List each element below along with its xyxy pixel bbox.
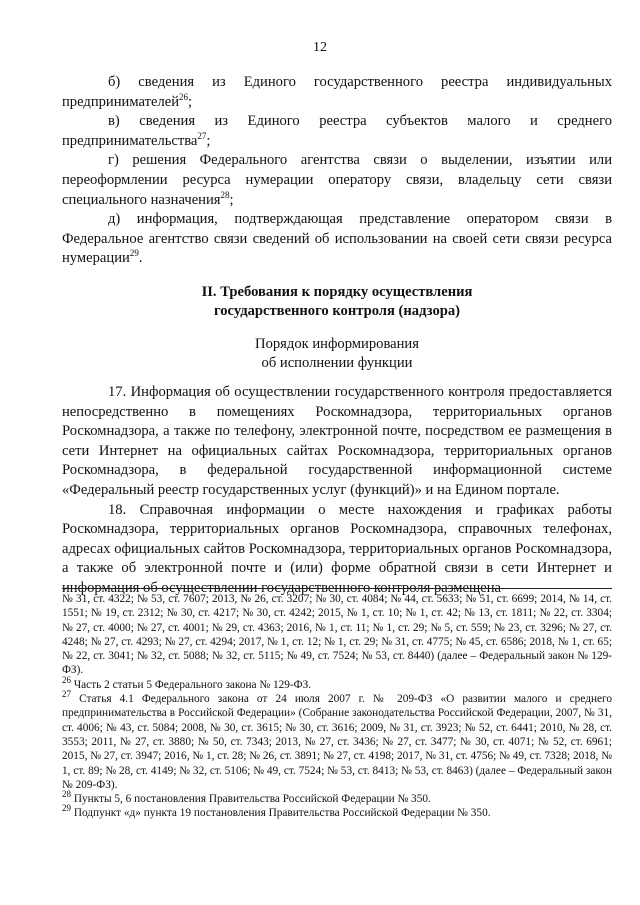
paragraph-18: 18. Справочная информации о месте нахождения и графиках работы Роскомнадзора, территориальных органов Роскомнадзора, справочных телефонах, адресах официальных сайтов Роскомнадзора, территориальных органов Роскомнадзора, а также об электронной почте и (или) форме обратной связи в сети Интернет и информация об осуществлении государственного контроля размещена	[62, 501, 612, 596]
subheading-line: об исполнении функции	[261, 354, 413, 371]
section-heading	[62, 283, 612, 321]
list-item: д) информация, подтверждающая представление оператором связи в Федеральное агентство связи сведений об использовании на своей сети связи ресурса нумерации$^{29}$.	[62, 211, 612, 267]
section-heading-line: государственного контроля (надзора)	[213, 302, 461, 319]
subheading-line: Порядок информирования	[255, 335, 419, 352]
footnote-ref[interactable]: 27	[197, 130, 207, 141]
subheading	[62, 335, 612, 373]
footnote: $^{27}$ Статья 4.1 Федерального закона от 24 июля 2007 г. № 209-ФЗ «О развитии малого и среднего предпринимательства в Российской Федерации» (Собрание законодательства Российской Федерации, 2007, № 31, ст. 4006; № 43, ст. 5084; 2008, № 30, ст. 3615; № 30, ст. 3616; 2009, № 31, ст. 3923; № 52, ст. 6441; 2010, № 28, ст. 3553; 2011, № 27, ст. 3880; № 50, ст. 7343; 2013, № 27, ст. 3436; № 27, ст. 3477; № 30, ст. 4071; № 52, ст. 6961; 2015, № 27, ст. 3947; 2016, № 1, ст. 28; № 26, ст. 3891; № 27, ст. 4198; 2017, № 31, ст. 4756; № 49, ст. 7328; 2018, № 1, ст. 89; № 28, ст. 4149; № 32, ст. 5106; № 49, ст. 7524; № 53, ст. 8413; № 53, ст. 8463) (далее – Федеральный закон № 209-ФЗ).	[62, 689, 612, 791]
list-item: г) решения Федерального агентства связи о выделении, изъятии или переоформлении ресурса нумерации оператору связи, владельцу сети связи специального назначения$^{28}$;	[62, 152, 612, 208]
footnote-number: 28	[62, 789, 71, 800]
footnote-number: 26	[62, 675, 71, 686]
footnote-ref[interactable]: 29	[129, 248, 139, 259]
list-item: в) сведения из Единого реестра субъектов малого и среднего предпринимательства$^{27}$;	[62, 113, 612, 149]
footnote-separator	[62, 588, 612, 589]
footnote-continuation: № 31, ст. 4322; № 53, ст. 7607; 2013, № 26, ст. 3207; № 30, ст. 4084; № 44, ст. 5633; № 51, ст. 6699; 2014, № 14, ст. 1551; № 19, ст. 2312; № 30, ст. 4217; № 30, ст. 4242; 2015, № 1, ст. 10; № 1, ст. 42; № 13, ст. 1811; № 22, ст. 3304; № 27, ст. 4000; № 27, ст. 4001; № 29, ст. 4363; 2016, № 1, ст. 11; № 1, ст. 29; № 5, ст. 559; № 23, ст. 3296; № 27, ст. 4248; № 27, ст. 4293; № 27, ст. 4294; 2017, № 1, ст. 12; № 1, ст. 29; № 31, ст. 4775; № 45, ст. 6586; 2018, № 1, ст. 65; № 22, ст. 3041; № 32, ст. 5088; № 32, ст. 5115; № 49, ст. 7524; № 53, ст. 8440) (далее – Федеральный закон № 129-ФЗ).	[62, 593, 612, 677]
footnote-ref[interactable]: 28	[220, 189, 230, 200]
footnote-ref[interactable]: 26	[179, 91, 189, 102]
footnote: $^{29}$ Подпункт «д» пункта 19 постановления Правительства Российской Федерации № 350.	[62, 803, 491, 820]
footnote: $^{28}$ Пункты 5, 6 постановления Правительства Российской Федерации № 350.	[62, 789, 431, 806]
footnote-number: 27	[62, 689, 71, 700]
paragraph-17: 17. Информация об осуществлении государственного контроля предоставляется непосредственно в помещениях Роскомнадзора, территориальных органов Роскомнадзора, а также по телефону, электронной почте, посредством ее размещения в сети Интернет на официальных сайтах Роскомнадзора, территориальных органов Роскомнадзора, в федеральной государственной информационной системе «Федеральный реестр государственных услуг (функций)» и на Едином портале.	[62, 383, 612, 498]
section-heading-line: II. Требования к порядку осуществления	[201, 283, 473, 300]
page-number: 12	[313, 40, 327, 55]
list-item: б) сведения из Единого государственного реестра индивидуальных предпринимателей$^{26}$;	[62, 74, 612, 110]
footnote: $^{26}$ Часть 2 статьи 5 Федерального закона № 129-ФЗ.	[62, 675, 312, 691]
document-body	[62, 73, 612, 598]
footnotes	[62, 592, 612, 821]
footnote-number: 29	[62, 803, 71, 814]
